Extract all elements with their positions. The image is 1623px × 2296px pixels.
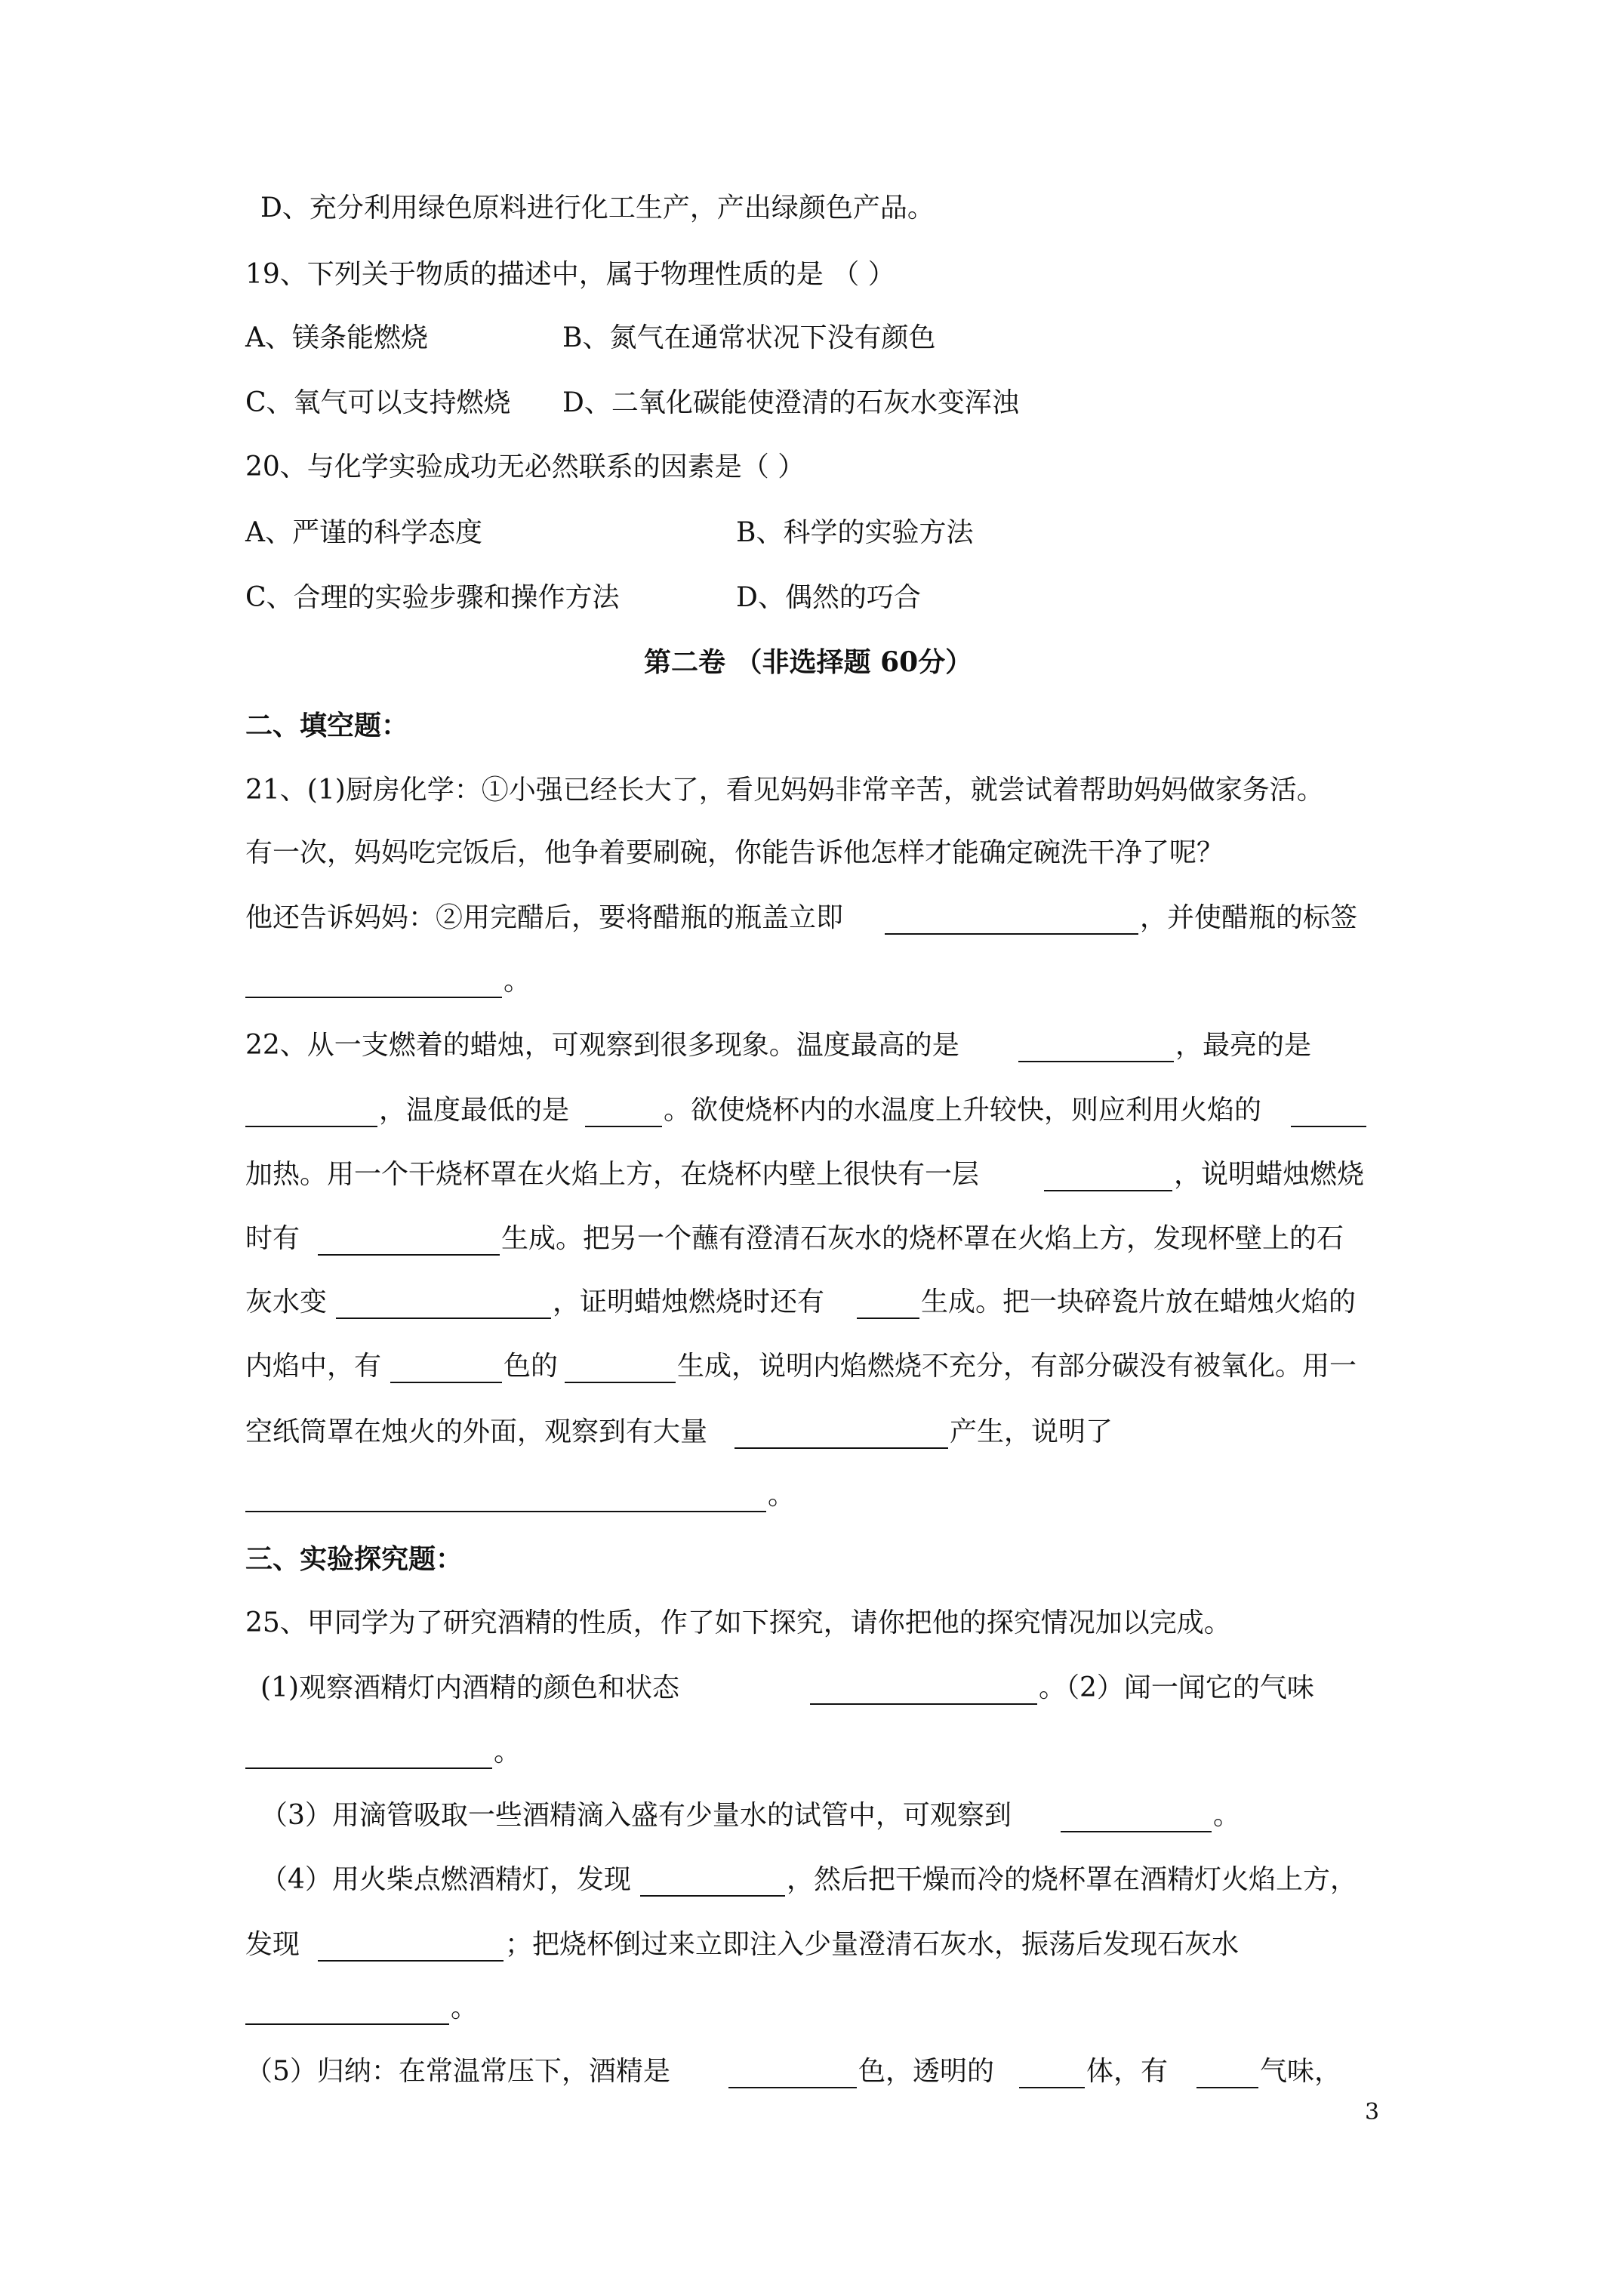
answer-blank[interactable] [885,903,1138,935]
question-text: （4）用火柴点燃酒精灯，发现 [260,1864,631,1895]
answer-blank[interactable] [318,1224,500,1256]
question-text: 色的 [504,1351,559,1382]
question-text: 20、与化学实验成功无必然联系的因素是（ ） [245,451,805,482]
question-text: ，证明蜡烛燃烧时还有 [553,1287,825,1318]
question-text: 灰水变 [245,1287,328,1318]
answer-blank[interactable] [857,1287,919,1319]
question-text: （5）归纳：在常温常压下，酒精是 [245,2056,670,2087]
question-text: ，然后把干燥而冷的烧杯罩在酒精灯火焰上方， [787,1864,1358,1895]
answer-blank[interactable] [1019,2057,1085,2088]
question-text: 内焰中，有 [245,1351,382,1382]
question-text: A、严谨的科学态度 [245,517,482,548]
question-text: 气味， [1260,2056,1342,2087]
question-text: B、科学的实验方法 [736,517,974,548]
answer-blank[interactable] [245,1096,377,1127]
answer-blank[interactable] [585,1096,662,1127]
question-text: 。 [451,1992,479,2023]
answer-blank[interactable] [1061,1801,1212,1832]
question-text: ，温度最低的是 [379,1095,570,1126]
answer-blank[interactable] [336,1287,551,1319]
question-text: ，说明蜡烛燃烧 [1174,1159,1365,1190]
question-text: 生成。把另一个蘸有澄清石灰水的烧杯罩在火焰上方，发现杯壁上的石 [501,1223,1344,1254]
question-text: C、氧气可以支持燃烧 [245,387,511,418]
question-text: B、氮气在通常状况下没有颜色 [562,322,936,353]
question-text: 时有 [245,1223,300,1254]
question-text: A、镁条能燃烧 [245,322,428,353]
question-text: (1)观察酒精灯内酒精的颜色和状态 [260,1672,679,1703]
question-text: 。欲使烧杯内的水温度上升较快，则应利用火焰的 [664,1095,1262,1126]
question-text: 体，有 [1086,2056,1169,2087]
question-text: 有一次，妈妈吃完饭后，他争着要刷碗，你能告诉他怎样才能确定碗洗干净了呢？ [245,837,1224,868]
question-text: （3）用滴管吸取一些酒精滴入盛有少量水的试管中，可观察到 [260,1800,1012,1831]
question-text: 产生，说明了 [950,1416,1113,1447]
question-text: 加热。用一个干烧杯罩在火焰上方，在烧杯内壁上很快有一层 [245,1159,980,1190]
answer-blank[interactable] [1196,2057,1258,2088]
question-text: 第二卷 （非选择题 60分） [644,646,973,678]
answer-blank[interactable] [810,1673,1037,1705]
answer-blank[interactable] [640,1865,785,1897]
page-number: 3 [1365,2099,1380,2125]
answer-blank[interactable] [318,1930,504,1962]
answer-blank[interactable] [245,1737,492,1769]
question-text: 生成。把一块碎瓷片放在蜡烛火焰的 [921,1287,1357,1318]
question-text: 三、实验探究题： [245,1543,463,1575]
question-text: D、二氧化碳能使澄清的石灰水变浑浊 [562,387,1019,418]
question-text: 。（2）闻一闻它的气味 [1039,1672,1314,1703]
question-text: 。 [504,966,531,997]
question-text: 他还告诉妈妈：②用完醋后，要将醋瓶的瓶盖立即 [245,902,844,933]
question-text: ，最亮的是 [1175,1030,1312,1061]
answer-blank[interactable] [728,2057,857,2088]
question-text: D、偶然的巧合 [736,582,921,613]
question-text: 发现 [245,1929,300,1960]
answer-blank[interactable] [1044,1160,1172,1191]
answer-blank[interactable] [245,1481,766,1512]
answer-blank[interactable] [1018,1031,1174,1062]
question-text: 色，透明的 [858,2056,995,2087]
question-text: 生成，说明内焰燃烧不充分，有部分碳没有被氧化。用一 [677,1351,1357,1382]
question-text: 二、填空题： [245,710,409,741]
question-text: ；把烧杯倒过来立即注入少量澄清石灰水，振荡后发现石灰水 [505,1929,1240,1960]
question-text: 19、下列关于物质的描述中，属于物理性质的是 （ ） [245,259,895,290]
question-text: 空纸筒罩在烛火的外面，观察到有大量 [245,1416,708,1447]
question-text: D、充分利用绿色原料进行化工生产，产出绿颜色产品。 [260,193,935,223]
answer-blank[interactable] [1291,1096,1366,1127]
question-text: 。 [494,1737,522,1767]
answer-blank[interactable] [245,966,502,998]
question-text: 。 [1213,1800,1241,1831]
question-text: 25、甲同学为了研究酒精的性质，作了如下探究，请你把他的探究情况加以完成。 [245,1607,1231,1638]
question-text: 22、从一支燃着的蜡烛，可观察到很多现象。温度最高的是 [245,1030,959,1061]
answer-blank[interactable] [565,1351,676,1383]
answer-blank[interactable] [735,1417,948,1449]
question-text: 21、(1)厨房化学：①小强已经长大了，看见妈妈非常辛苦，就尝试着帮助妈妈做家务活。 [245,775,1324,806]
question-text: C、合理的实验步骤和操作方法 [245,582,620,613]
question-text: ，并使醋瓶的标签 [1140,902,1358,933]
answer-blank[interactable] [245,1993,449,2025]
question-text: 。 [768,1480,796,1511]
answer-blank[interactable] [390,1351,502,1383]
